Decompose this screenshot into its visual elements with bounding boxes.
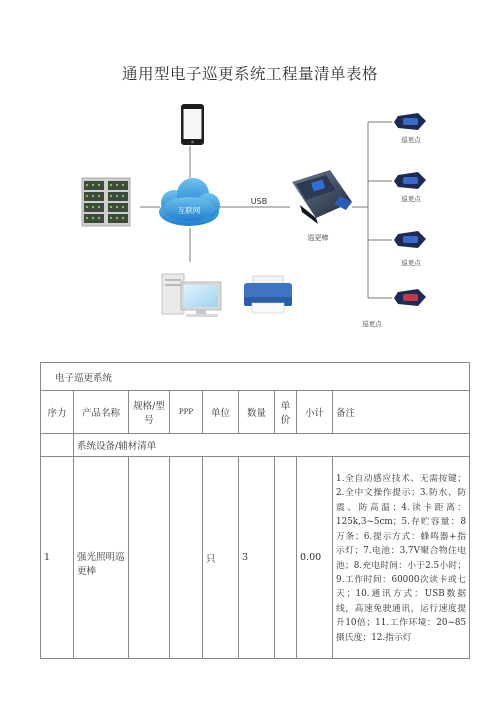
cloud-label: 互联网 — [177, 206, 201, 215]
subsection-title: 系统设备/辅材清单 — [74, 434, 470, 457]
printer-icon — [244, 276, 292, 313]
header-unit: 单位 — [203, 391, 239, 434]
row-seq: 1 — [41, 457, 74, 659]
row-unit: 只 — [203, 457, 239, 659]
row-notes: 1.全自动感应技术、无需按键；2.全中文操作提示；3.防水、防震、防高温；4.读卡距离：125k,3~5cm；5.存贮容量：8万条；6.提示方式：蜂鸣器+指示灯；7.电池：3.7V聚合物住电池；8.充电时间：小于2.5小时；9.工作时间：60000次读卡或七天；10.通讯方式：USB数据线，高速免驶通讯，运行速度提升10倍；11.工作环境：20~85摄氏度；12.指示灯 — [333, 457, 470, 659]
checkpoint-icon — [394, 289, 426, 306]
checkpoint-label: 巡更点 — [401, 259, 421, 267]
header-subtotal: 小计 — [297, 391, 333, 434]
page-title: 通用型电子巡更系统工程量清单表格 — [121, 65, 378, 83]
header-price: 单价 — [275, 391, 297, 434]
header-product: 产品名称 — [74, 391, 129, 434]
table-row — [41, 457, 470, 659]
header-qty: 数量 — [239, 391, 275, 434]
checkpoint-icon — [394, 172, 426, 189]
internet-cloud-icon — [159, 178, 220, 226]
server-rack-icon — [82, 178, 130, 226]
row-price — [275, 457, 297, 659]
row-qty: 3 — [239, 457, 275, 659]
header-notes: 备注 — [333, 391, 470, 434]
row-model — [129, 457, 170, 659]
checkpoint-icon — [394, 113, 426, 130]
row-brand — [170, 457, 203, 659]
device-label: 巡更棒 — [307, 234, 329, 242]
checkpoint-label: 巡更点 — [401, 136, 421, 144]
section-title: 电子巡更系统 — [41, 363, 470, 391]
smartphone-icon — [181, 104, 204, 145]
desktop-computer-icon — [162, 274, 221, 317]
bill-of-quantities-table — [40, 362, 470, 659]
checkpoint-icon — [394, 231, 426, 248]
checkpoint-label: 巡更点 — [362, 320, 382, 328]
empty-cell — [41, 434, 74, 457]
header-brand: PPP — [170, 391, 203, 434]
checkpoint-label: 巡更点 — [401, 195, 421, 203]
header-model: 规格/型号 — [129, 391, 170, 434]
row-product: 强光照明巡更棒 — [74, 457, 129, 659]
patrol-reader-icon — [292, 170, 352, 224]
row-subtotal: 0.00 — [297, 457, 333, 659]
system-diagram — [0, 0, 500, 345]
header-seq: 序力 — [41, 391, 74, 434]
usb-label: USB — [250, 197, 268, 206]
